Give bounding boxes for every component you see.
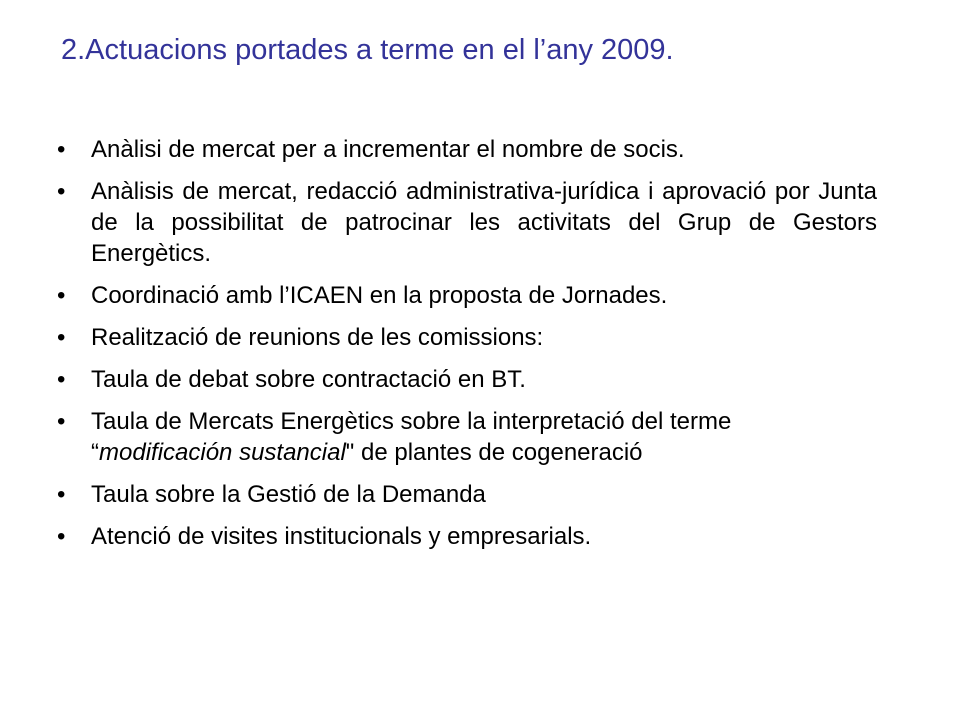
slide-title: 2.Actuacions portades a terme en el l’any 2009. [61, 34, 674, 66]
bullet-text: Taula de debat sobre contractació en BT. [91, 366, 526, 393]
bullet-marker: • [57, 136, 66, 163]
bullet-item [57, 364, 877, 395]
bullet-text: Anàlisis de mercat, redacció administrativa-jurídica i aprovació por Junta de la possibilitat de patrocinar les activitats del Grup de Gestors Energètics. [91, 178, 877, 267]
bullet-text: Coordinació amb l’ICAEN en la proposta de Jornades. [91, 282, 668, 309]
bullet-marker: • [57, 408, 66, 435]
bullet-text: Realització de reunions de les comissions: [91, 324, 544, 351]
bullet-item [57, 521, 877, 552]
bullet-text: Anàlisi de mercat per a incrementar el nombre de socis. [91, 136, 685, 163]
bullet-item [57, 322, 877, 353]
bullet-text-after: " de plantes de cogeneració [345, 439, 643, 466]
bullet-marker: • [57, 366, 66, 393]
bullet-text: Taula sobre la Gestió de la Demanda [91, 481, 486, 508]
bullet-item [57, 134, 877, 165]
bullet-text-before: Taula de Mercats Energètics sobre la interpretació del terme “ [91, 408, 732, 466]
bullet-text-italic: modificación sustancial [99, 439, 346, 466]
bullet-text: Atenció de visites institucionals y empresarials. [91, 523, 592, 550]
bullet-marker: • [57, 324, 66, 351]
bullet-item [57, 479, 877, 510]
bullet-item [57, 176, 877, 269]
bullet-marker: • [57, 481, 66, 508]
bullet-marker: • [57, 523, 66, 550]
bullet-marker: • [57, 282, 66, 309]
bullet-marker: • [57, 178, 66, 205]
bullet-item [57, 280, 877, 311]
bullet-item [57, 406, 877, 468]
bullet-list [57, 134, 877, 563]
